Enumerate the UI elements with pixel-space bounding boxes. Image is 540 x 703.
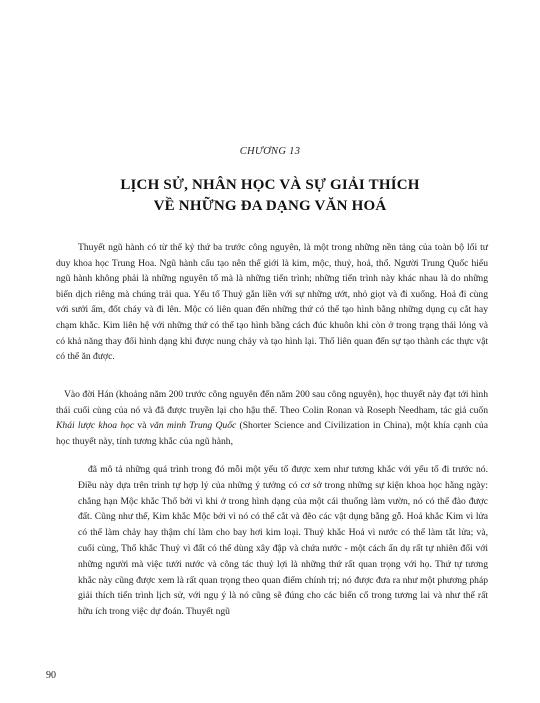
paragraph-2-text [56,387,488,449]
chapter-label: CHƯƠNG 13 [239,146,301,157]
chapter-title-line-1: LỊCH SỬ, NHÂN HỌC VÀ SỰ GIẢI THÍCH [120,177,420,193]
page-number: 90 [46,670,56,681]
block-quote [78,462,488,620]
paragraph-2-part-2: và [134,420,150,432]
book-title-italic-1: Khái lược khoa học [56,420,135,432]
chapter-title-line-2: VỀ NHỮNG ĐA DẠNG VĂN HOÁ [153,198,387,214]
paragraph-1-text: Thuyết ngũ hành có từ thế kỷ thứ ba trước công nguyên, là một trong những nền tảng của toàn bộ lối tư duy khoa học Trung Hoa. Ngũ hành cấu tạo nên thế giới là kim, mộc, thuỷ, hoả, thổ. Người Trung Quốc hiểu ngũ hành không phải là những nguyên tố mà là những tiến trình; những tiến trình này khác nhau là do những biến dịch riêng mà chúng trải qua. Yếu tố Thuỷ gắn liền với sự những ướt, nhỏ giọt và đi xuống. Hoả đi cùng với sưởi ấm, đốt cháy và đi lên. Mộc có liên quan đến những thứ có thể tạo hình bằng những dụng cụ cắt hay chạm khắc. Kim liên hệ với những thứ có thể tạo hình bằng cách đúc khuôn khi còn ở trong trạng thái lỏng và có khả năng thay đổi hình dạng khi được nung chảy và tạo hình lại. Thổ liên quan đến sự tạo thành các thực vật có thể ăn được. [56,242,488,363]
paragraph-2-part-1: Vào đời Hán (khoảng năm 200 trước công nguyên đến năm 200 sau công nguyên), học thuyết này đạt tới hình thái cuối cùng của nó và đã được truyền lại cho hậu thế. Theo Colin Ronan và Roseph Needham, tác giả cuốn [56,389,488,416]
block-quote-text: đã mô tả những quá trình trong đó mỗi một yếu tố được xem như tương khắc với yếu tố đi trước nó. Điều này dựa trên trình tự hợp lý của những ý tưởng có cơ sở trong những sự kiện khoa học hằng ngày: chẳng hạn Mộc khắc Thổ bởi vì khi ở trong hình dạng của một cái thuổng làm vườn, nó có thể đào được đất. Cũng như thế, Kim khắc Mộc bởi vì nó có thể cắt và đẽo các vật dụng bằng gỗ. Hoả khắc Kim vì lửa có thể làm chảy hay thậm chí làm cho bay hơi kim loại. Thuỷ khắc Hoả vì nước có thể làm tắt lửa; và, cuối cùng, Thổ khắc Thuỷ vì đất có thể dùng xây đập và chứa nước - một cách ẩn dụ rất tự nhiên đối với những người mà việc tưới nước và công tác thuỷ lợi là những thứ rất quan trọng với họ. Thứ tự tương khắc này cũng được xem là rất quan trọng theo quan điểm chính trị; nó được đưa ra như một phương pháp giải thích tiến trình lịch sử, với ngụ ý là nó cũng sẽ đúng cho các biến cố trong tương lai và như thế rất hữu ích trong việc dự đoán. Thuyết ngũ [78,464,488,618]
paragraph-2-part-3: (Shorter Science and Civilization in China), một khía cạnh của học thuyết này, tính tương khắc của ngũ hành, [56,420,488,447]
paragraph-2 [56,387,488,449]
book-title-italic-2: văn minh Trung Quốc [149,420,237,432]
paragraph-1 [56,240,488,365]
